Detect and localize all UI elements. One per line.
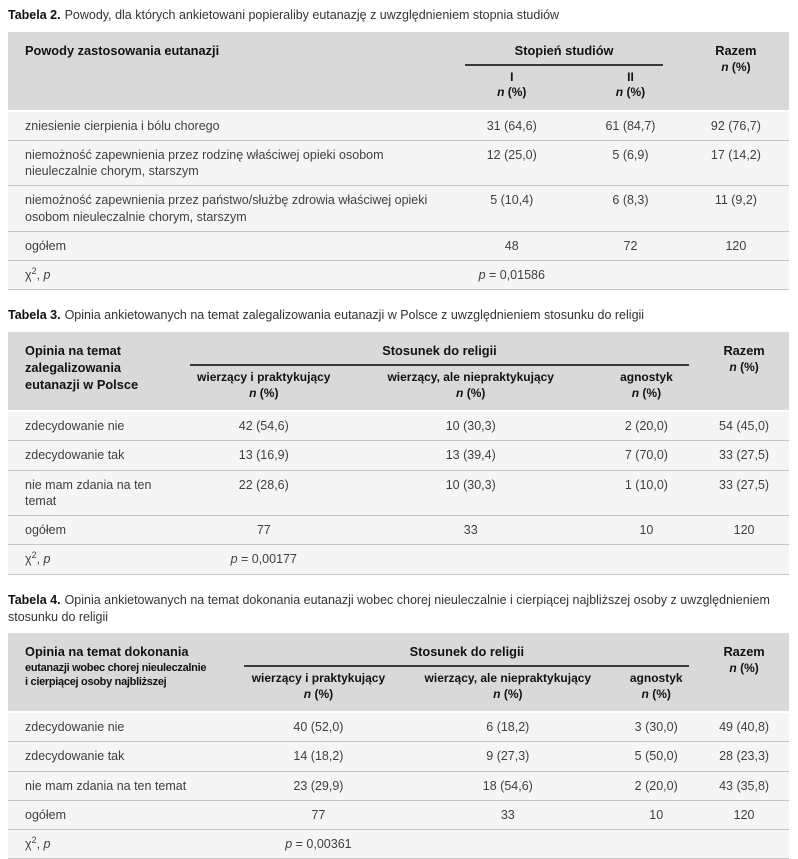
table-row <box>8 742 789 771</box>
chi-square-row <box>8 545 789 574</box>
table-row <box>8 470 789 516</box>
value-cell: 5 (50,0) <box>613 742 699 771</box>
chi-square-label: $\chi^2$, p <box>8 545 180 574</box>
value-cell: 120 <box>699 800 789 829</box>
row-label: zdecydowanie nie <box>8 411 180 441</box>
value-cell: 43 (35,8) <box>699 771 789 800</box>
table-header <box>8 633 789 712</box>
value-cell: 77 <box>234 800 402 829</box>
header-row <box>8 332 789 366</box>
group-column-header <box>402 667 613 712</box>
n-percent-label: n (%) <box>493 686 523 701</box>
table-3-caption <box>8 307 789 324</box>
chi-square-row <box>8 830 789 859</box>
value-cell: 92 (76,7) <box>683 111 789 141</box>
group-column-label: agnostyk <box>620 369 673 384</box>
n-symbol: n <box>303 686 312 701</box>
value-cell: 49 (40,8) <box>699 712 789 742</box>
value-cell: 14 (18,2) <box>234 742 402 771</box>
n-percent-label: n (%) <box>615 85 646 100</box>
table-row <box>8 441 789 470</box>
table-row <box>8 231 789 260</box>
table-header <box>8 32 789 111</box>
n-symbol: n <box>456 385 464 400</box>
value-cell: 7 (70,0) <box>594 441 699 470</box>
table-3-section <box>8 307 789 574</box>
table-2-section <box>8 7 789 290</box>
value-cell: 17 (14,2) <box>683 140 789 186</box>
row-label: ogółem <box>8 800 234 829</box>
stub-header-line: Opinia na temat dokonania <box>25 644 189 660</box>
value-cell: 48 <box>445 231 578 260</box>
group-column-label: II <box>627 69 634 84</box>
value-cell: 3 (30,0) <box>613 712 699 742</box>
value-cell: 6 (18,2) <box>402 712 613 742</box>
n-percent-label: n (%) <box>641 686 671 701</box>
caption-label: Tabela 3. <box>8 308 61 323</box>
n-percent-label: n (%) <box>729 359 759 374</box>
spanner-label: Stopień studiów <box>465 43 662 66</box>
caption-label: Tabela 2. <box>8 8 61 22</box>
row-label: niemożność zapewnienia przez państwo/służbę zdrowia właściwej opieki osobom nieuleczalnie chorym, starszym <box>8 186 445 232</box>
value-cell: 120 <box>683 231 789 260</box>
row-label: ogółem <box>8 516 180 545</box>
group-column-label: wierzący i praktykujący <box>251 671 386 685</box>
n-percent-label: n (%) <box>497 85 527 100</box>
value-cell: 11 (9,2) <box>683 186 789 232</box>
n-symbol: n <box>615 85 624 100</box>
p-value-cell: p = 0,01586 <box>445 261 578 290</box>
chi-superscript: 2 <box>31 550 37 561</box>
n-percent-label: n (%) <box>303 686 334 701</box>
value-cell: 61 (84,7) <box>578 111 683 141</box>
row-label: niemożność zapewnienia przez rodzinę właściwej opieki osobom nieuleczalnie chorym, starszym <box>8 140 445 186</box>
value-cell: 10 <box>613 800 699 829</box>
group-column-header <box>234 667 402 712</box>
total-label: Razem <box>723 343 765 359</box>
spanner-label: Stosunek do religii <box>244 644 689 667</box>
row-label: zdecydowanie nie <box>8 712 234 742</box>
caption-text: Powody, dla których ankietowani popieraliby eutanazję z uwzględnieniem stopnia studiów <box>64 8 560 22</box>
table-row <box>8 140 789 186</box>
p-value-cell: p = 0,00361 <box>234 830 402 859</box>
row-label: zdecydowanie tak <box>8 441 180 470</box>
header-row <box>8 32 789 66</box>
table-row <box>8 516 789 545</box>
table-body <box>8 712 789 859</box>
total-label: Razem <box>715 42 757 58</box>
spanner-header <box>180 332 699 366</box>
table-row <box>8 186 789 232</box>
table-body <box>8 111 789 290</box>
table-row <box>8 771 789 800</box>
value-cell: 23 (29,9) <box>234 771 402 800</box>
row-label: ogółem <box>8 231 445 260</box>
value-cell: 13 (39,4) <box>348 441 594 470</box>
n-symbol: n <box>631 385 640 400</box>
table-row <box>8 712 789 742</box>
group-column-label: wierzący, ale niepraktykujący <box>424 671 592 685</box>
p-symbol: p <box>43 837 51 852</box>
chi-square-label: $\chi^2$, p <box>8 830 234 859</box>
group-column-label: agnostyk <box>629 671 683 685</box>
table-row <box>8 111 789 141</box>
table-2 <box>8 32 789 291</box>
value-cell: 1 (10,0) <box>594 470 699 516</box>
value-cell: 2 (20,0) <box>594 411 699 441</box>
chi-square-row <box>8 261 789 290</box>
value-cell: 72 <box>578 231 683 260</box>
value-cell: 33 (27,5) <box>699 441 789 470</box>
group-column-header <box>613 667 699 712</box>
stub-column-header: Opinia na temat zalegalizowania eutanazji w Polsce <box>8 332 180 411</box>
caption-text: Opinia ankietowanych na temat dokonania eutanazji wobec chorej nieuleczalnie i cierpiącej najbliższej osoby z uwzględnieniem stosunku do religii <box>8 592 770 624</box>
stub-column-header <box>8 633 234 712</box>
stub-header-line: i cierpiącej osoby najbliższej <box>25 676 167 689</box>
table-4-caption <box>8 592 789 626</box>
value-cell: 10 (30,3) <box>348 411 594 441</box>
n-percent-label: n (%) <box>631 385 662 400</box>
empty-cell <box>348 545 789 574</box>
row-label: nie mam zdania na ten temat <box>8 470 180 516</box>
value-cell: 5 (6,9) <box>578 140 683 186</box>
value-cell: 33 <box>402 800 613 829</box>
value-cell: 31 (64,6) <box>445 111 578 141</box>
value-cell: 18 (54,6) <box>402 771 613 800</box>
p-symbol: p <box>285 837 293 852</box>
n-percent-label: n (%) <box>249 385 279 400</box>
value-cell: 2 (20,0) <box>613 771 699 800</box>
group-column-header <box>348 366 594 411</box>
p-symbol: p <box>478 268 486 283</box>
p-symbol: p <box>43 552 51 567</box>
value-cell: 33 (27,5) <box>699 470 789 516</box>
total-column-header <box>683 32 789 111</box>
n-symbol: n <box>497 85 505 100</box>
table-row <box>8 411 789 441</box>
table-3 <box>8 332 789 574</box>
p-symbol: p <box>43 268 51 283</box>
n-symbol: n <box>729 359 737 374</box>
chi-square-label: $\chi^2$, p <box>8 261 445 290</box>
group-column-header <box>180 366 348 411</box>
n-symbol: n <box>641 686 649 701</box>
value-cell: 40 (52,0) <box>234 712 402 742</box>
n-symbol: n <box>249 385 257 400</box>
value-cell: 5 (10,4) <box>445 186 578 232</box>
stub-column-header: Powody zastosowania eutanazji <box>8 32 445 111</box>
row-label: nie mam zdania na ten temat <box>8 771 234 800</box>
row-label: zdecydowanie tak <box>8 742 234 771</box>
n-percent-label: n (%) <box>729 661 759 675</box>
table-4-section <box>8 592 789 859</box>
table-2-caption <box>8 7 789 24</box>
total-column-header <box>699 332 789 411</box>
n-symbol: n <box>729 661 737 675</box>
n-symbol: n <box>721 59 729 74</box>
n-symbol: n <box>493 686 501 701</box>
caption-label: Tabela 4. <box>8 592 61 607</box>
group-column-label: wierzący i praktykujący <box>197 369 331 384</box>
chi-superscript: 2 <box>31 266 37 277</box>
total-column-header <box>699 633 789 712</box>
value-cell: 120 <box>699 516 789 545</box>
value-cell: 13 (16,9) <box>180 441 348 470</box>
total-label: Razem <box>723 644 765 660</box>
value-cell: 9 (27,3) <box>402 742 613 771</box>
value-cell: 33 <box>348 516 594 545</box>
table-header <box>8 332 789 411</box>
spanner-label: Stosunek do religii <box>190 343 689 366</box>
empty-cell <box>578 261 789 290</box>
spanner-header <box>234 633 699 667</box>
group-column-label: wierzący, ale niepraktykujący <box>387 369 554 384</box>
p-value-cell: p = 0,00177 <box>180 545 348 574</box>
value-cell: 42 (54,6) <box>180 411 348 441</box>
table-body <box>8 411 789 574</box>
table-4 <box>8 633 789 859</box>
group-column-label: I <box>510 69 514 84</box>
value-cell: 6 (8,3) <box>578 186 683 232</box>
value-cell: 10 (30,3) <box>348 470 594 516</box>
group-column-header <box>594 366 699 411</box>
spanner-header <box>445 32 682 66</box>
p-symbol: p <box>230 552 238 567</box>
group-column-header <box>578 66 683 111</box>
n-percent-label: n (%) <box>456 385 486 400</box>
header-row <box>8 633 789 667</box>
stub-header-line: eutanazji wobec chorej nieuleczalnie <box>25 662 207 674</box>
value-cell: 22 (28,6) <box>180 470 348 516</box>
value-cell: 54 (45,0) <box>699 411 789 441</box>
n-percent-label: n (%) <box>721 59 751 74</box>
empty-cell <box>402 830 789 859</box>
group-column-header <box>445 66 578 111</box>
table-row <box>8 800 789 829</box>
caption-text: Opinia ankietowanych na temat zalegalizowania eutanazji w Polsce z uwzględnieniem stosunku do religii <box>64 308 645 323</box>
value-cell: 10 <box>594 516 699 545</box>
chi-superscript: 2 <box>31 835 37 846</box>
value-cell: 77 <box>180 516 348 545</box>
value-cell: 12 (25,0) <box>445 140 578 186</box>
row-label: zniesienie cierpienia i bólu chorego <box>8 111 445 141</box>
value-cell: 28 (23,3) <box>699 742 789 771</box>
